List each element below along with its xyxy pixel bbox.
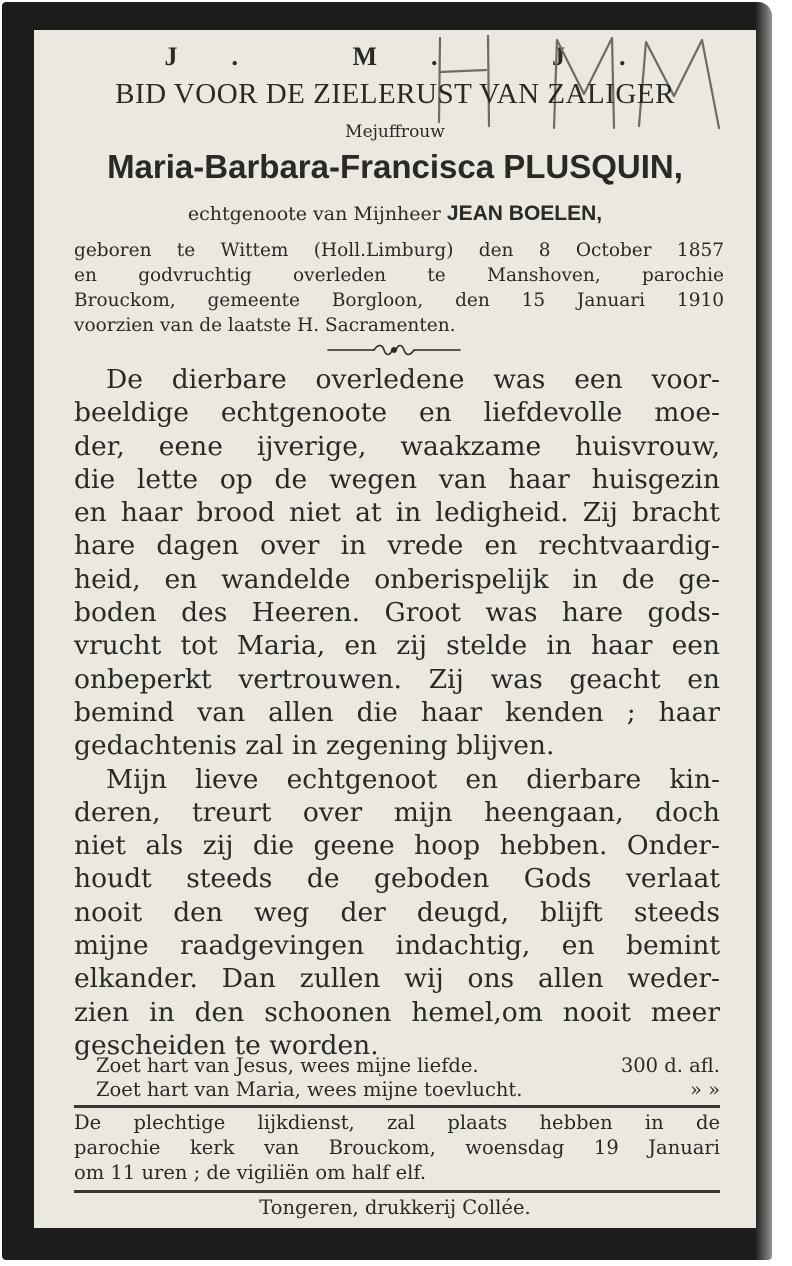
paragraph2-line: houdt steeds de geboden Gods verlaat xyxy=(74,863,720,895)
service-line: De plechtige lijkdienst, zal plaats hebben in de xyxy=(74,1111,720,1134)
ornament-divider-icon xyxy=(324,338,464,362)
memorial-card-paper xyxy=(34,30,756,1228)
life-facts xyxy=(74,238,724,338)
paragraph1-line: heid, en wandelde onberispelijk in de ge- xyxy=(74,563,720,595)
divider-rule-top xyxy=(74,1105,720,1108)
paragraph1-line: onbeperkt vertrouwen. Zij was geacht en xyxy=(74,663,720,695)
paragraph2-line: gescheiden te worden. xyxy=(74,1029,379,1061)
paragraph1-line: die lette op de wegen van haar huisgezin xyxy=(74,463,720,495)
paragraph1-line: en haar brood niet at in ledigheid. Zij bracht xyxy=(74,497,720,529)
invocation-text: Zoet hart van Maria, wees mijne toevlucht. xyxy=(96,1078,523,1101)
pencil-handwriting-text: HMM xyxy=(434,30,437,31)
printer-credit: Tongeren, drukkerij Collée. xyxy=(259,1196,531,1219)
service-line: om 11 uren ; de vigiliën om half elf. xyxy=(74,1161,427,1184)
invocation-text: Zoet hart van Jesus, wees mijne liefde. xyxy=(96,1054,479,1077)
divider-rule-bottom xyxy=(74,1190,720,1193)
spouse-line xyxy=(34,202,756,226)
paragraph1-line: De dierbare overledene was een voor- xyxy=(106,364,720,395)
tribute-text xyxy=(74,363,720,1062)
paragraph1-line: boden des Heeren. Groot was hare gods- xyxy=(74,597,720,629)
paragraph2-line: elkander. Dan zullen wij ons allen weder- xyxy=(74,963,720,995)
place-line: Brouckom, gemeente Borgloon, den 15 Januari 1910 xyxy=(74,290,724,311)
birth-line: geboren te Wittem (Holl.Limburg) den 8 October 1857 xyxy=(74,240,724,261)
paragraph1-line: gedachtenis zal in zegening blijven. xyxy=(74,730,555,762)
sacraments-line: voorzien van de laatste H. Sacramenten. xyxy=(74,315,456,336)
paragraph2-line: Mijn lieve echtgenoot en dierbare kin- xyxy=(106,763,720,795)
paragraph1-line: vrucht tot Maria, en zij stelde in haar een xyxy=(74,630,720,662)
paragraph1-line: beeldige echtgenoote en liefdevolle moe- xyxy=(74,397,720,429)
paragraph1-line: hare dagen over in vrede en rechtvaardig- xyxy=(74,530,720,562)
paragraph2-line: zien in den schoonen hemel,om nooit meer xyxy=(74,996,720,1028)
indulgence: 300 d. afl. xyxy=(620,1054,720,1077)
indulgence: » » xyxy=(689,1078,720,1101)
honorific: Mejuffrouw xyxy=(345,122,445,142)
invocation-jesus xyxy=(96,1054,720,1078)
deceased-name: Maria-Barbara-Francisca PLUSQUIN, xyxy=(107,148,683,185)
invocation-maria xyxy=(96,1078,720,1102)
religious-initials: J. M. J. xyxy=(164,42,680,71)
paragraph1-line: der, eene ijverige, waakzame huisvrouw, xyxy=(74,430,720,462)
service-line: parochie kerk van Brouckom, woensdag 19 Januari xyxy=(74,1136,720,1159)
spouse-prefix: echtgenoote van Mijnheer xyxy=(187,203,441,225)
invocations xyxy=(96,1054,720,1102)
paragraph2-line: nooit den weg der deugd, blijft steeds xyxy=(74,896,720,928)
prayer-title: BID VOOR DE ZIELERUST VAN ZALIGER xyxy=(115,78,675,110)
card-torn-edge xyxy=(755,0,792,1266)
paragraph2-line: deren, treurt over mijn heengaan, doch xyxy=(74,796,720,828)
paragraph2-line: niet als zij die geene hoop hebben. Onder- xyxy=(74,830,720,862)
death-line: en godvruchtig overleden te Manshoven, parochie xyxy=(74,265,724,286)
paragraph2-line: mijne raadgevingen indachtig, en bemint xyxy=(74,930,720,962)
spouse-name: JEAN BOELEN, xyxy=(446,202,603,225)
paragraph1-line: bemind van allen die haar kenden ; haar xyxy=(74,696,720,728)
funeral-service-notice xyxy=(74,1110,720,1185)
